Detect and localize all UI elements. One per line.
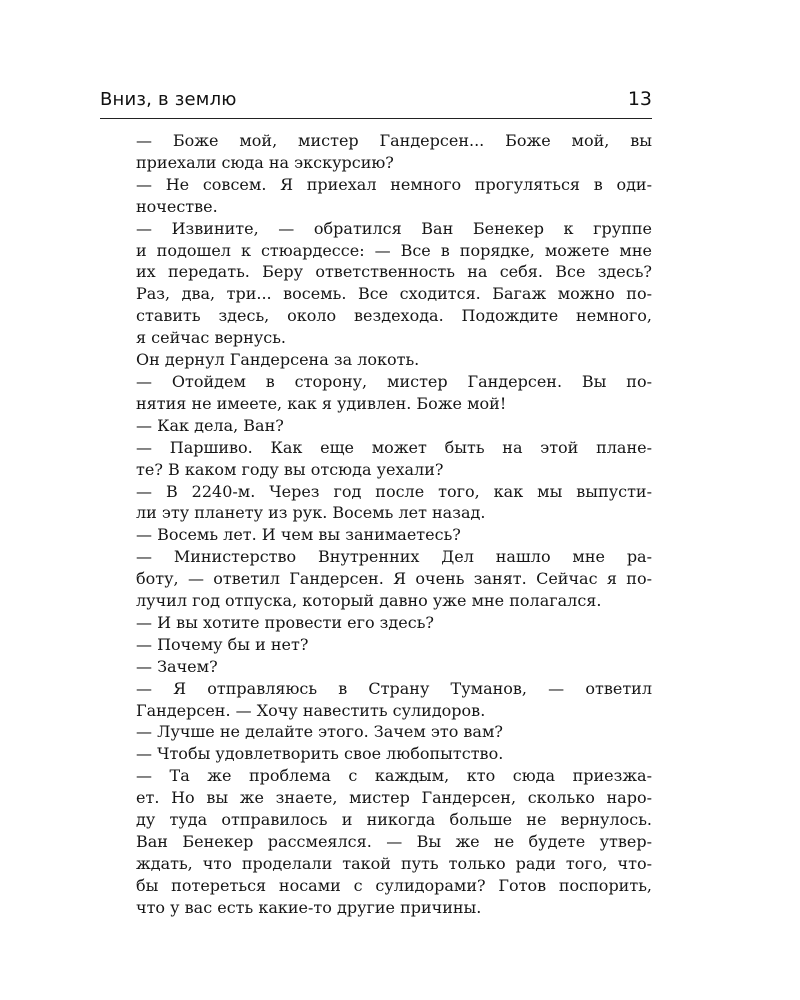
text-line: Он дернул Гандерсена за локоть. <box>136 350 420 370</box>
paragraph <box>100 678 652 722</box>
text-line: — Не совсем. Я приехал немного прогуляться в оди- <box>136 174 652 194</box>
text-line: и подошел к стюардессе: — Все в порядке, можете мне <box>136 240 652 260</box>
text-line: боту, — ответил Гандерсен. Я очень занят. Сейчас я по- <box>136 569 652 589</box>
text-line: — И вы хотите провести его здесь? <box>136 612 434 632</box>
text-line: — Почему бы и нет? <box>136 634 309 654</box>
text-line: что у вас есть какие-то другие причины. <box>136 897 482 917</box>
text-line: лучил год отпуска, который давно уже мне полагался. <box>136 591 602 611</box>
text-line: ду туда отправилось и никогда больше не вернулось. <box>136 810 652 830</box>
text-line: ли эту планету из рук. Восемь лет назад. <box>136 503 486 523</box>
paragraph <box>100 130 652 174</box>
paragraph <box>100 174 652 218</box>
text-line: — Отойдем в сторону, мистер Гандерсен. Вы по- <box>136 371 652 391</box>
paragraph <box>100 524 652 546</box>
text-line: ждать, что проделали такой путь только ради того, что- <box>136 853 652 873</box>
text-line: — Я отправляюсь в Страну Туманов, — ответил <box>136 678 652 698</box>
text-line: — В 2240-м. Через год после того, как мы выпусти- <box>136 481 652 501</box>
text-line: — Зачем? <box>136 656 218 676</box>
running-header <box>100 88 652 119</box>
paragraph <box>100 481 652 525</box>
paragraph <box>100 721 652 743</box>
running-title: Вниз, в землю <box>100 89 237 110</box>
text-line: Раз, два, три... восемь. Все сходится. Багаж можно по- <box>136 284 652 304</box>
text-line: я сейчас вернусь. <box>136 328 286 348</box>
paragraph <box>100 656 652 678</box>
paragraph <box>100 349 652 371</box>
text-line: Гандерсен. — Хочу навестить сулидоров. <box>136 700 486 720</box>
text-line: Ван Бенекер рассмеялся. — Вы же не будете утвер- <box>136 832 652 851</box>
paragraph <box>100 437 652 481</box>
text-line: ставить здесь, около вездехода. Подождите немного, <box>136 306 652 326</box>
paragraph <box>100 415 652 437</box>
text-line: — Министерство Внутренних Дел нашло мне ра- <box>136 547 652 567</box>
text-line: те? В каком году вы отсюда уехали? <box>136 459 444 479</box>
paragraph <box>100 765 652 918</box>
paragraph <box>100 371 652 415</box>
text-line: — Извините, — обратился Ван Бенекер к группе <box>136 218 652 238</box>
text-line: нятия не имеете, как я удивлен. Боже мой! <box>136 393 507 413</box>
text-line: — Лучше не делайте этого. Зачем это вам? <box>136 722 503 742</box>
paragraph <box>100 612 652 634</box>
paragraph <box>100 218 652 349</box>
page-number: 13 <box>627 88 652 110</box>
text-line: бы потереться носами с сулидорами? Готов поспорить, <box>136 875 652 895</box>
text-line: их передать. Беру ответственность на себя. Все здесь? <box>136 262 652 282</box>
text-line: — Боже мой, мистер Гандерсен... Боже мой, вы <box>136 131 652 150</box>
text-line: приехали сюда на экскурсию? <box>136 152 394 172</box>
text-line: — Та же проблема с каждым, кто сюда приезжа- <box>136 766 652 786</box>
book-page <box>100 88 652 919</box>
paragraph <box>100 634 652 656</box>
text-line: — Как дела, Ван? <box>136 415 284 435</box>
body-text <box>100 130 652 919</box>
text-line: ет. Но вы же знаете, мистер Гандерсен, сколько наро- <box>136 788 652 808</box>
paragraph <box>100 546 652 612</box>
text-line: — Чтобы удовлетворить свое любопытство. <box>136 744 504 764</box>
paragraph <box>100 743 652 765</box>
text-line: — Паршиво. Как еще может быть на этой плане- <box>136 437 652 457</box>
text-line: — Восемь лет. И чем вы занимаетесь? <box>136 525 461 545</box>
text-line: ночестве. <box>136 196 218 216</box>
